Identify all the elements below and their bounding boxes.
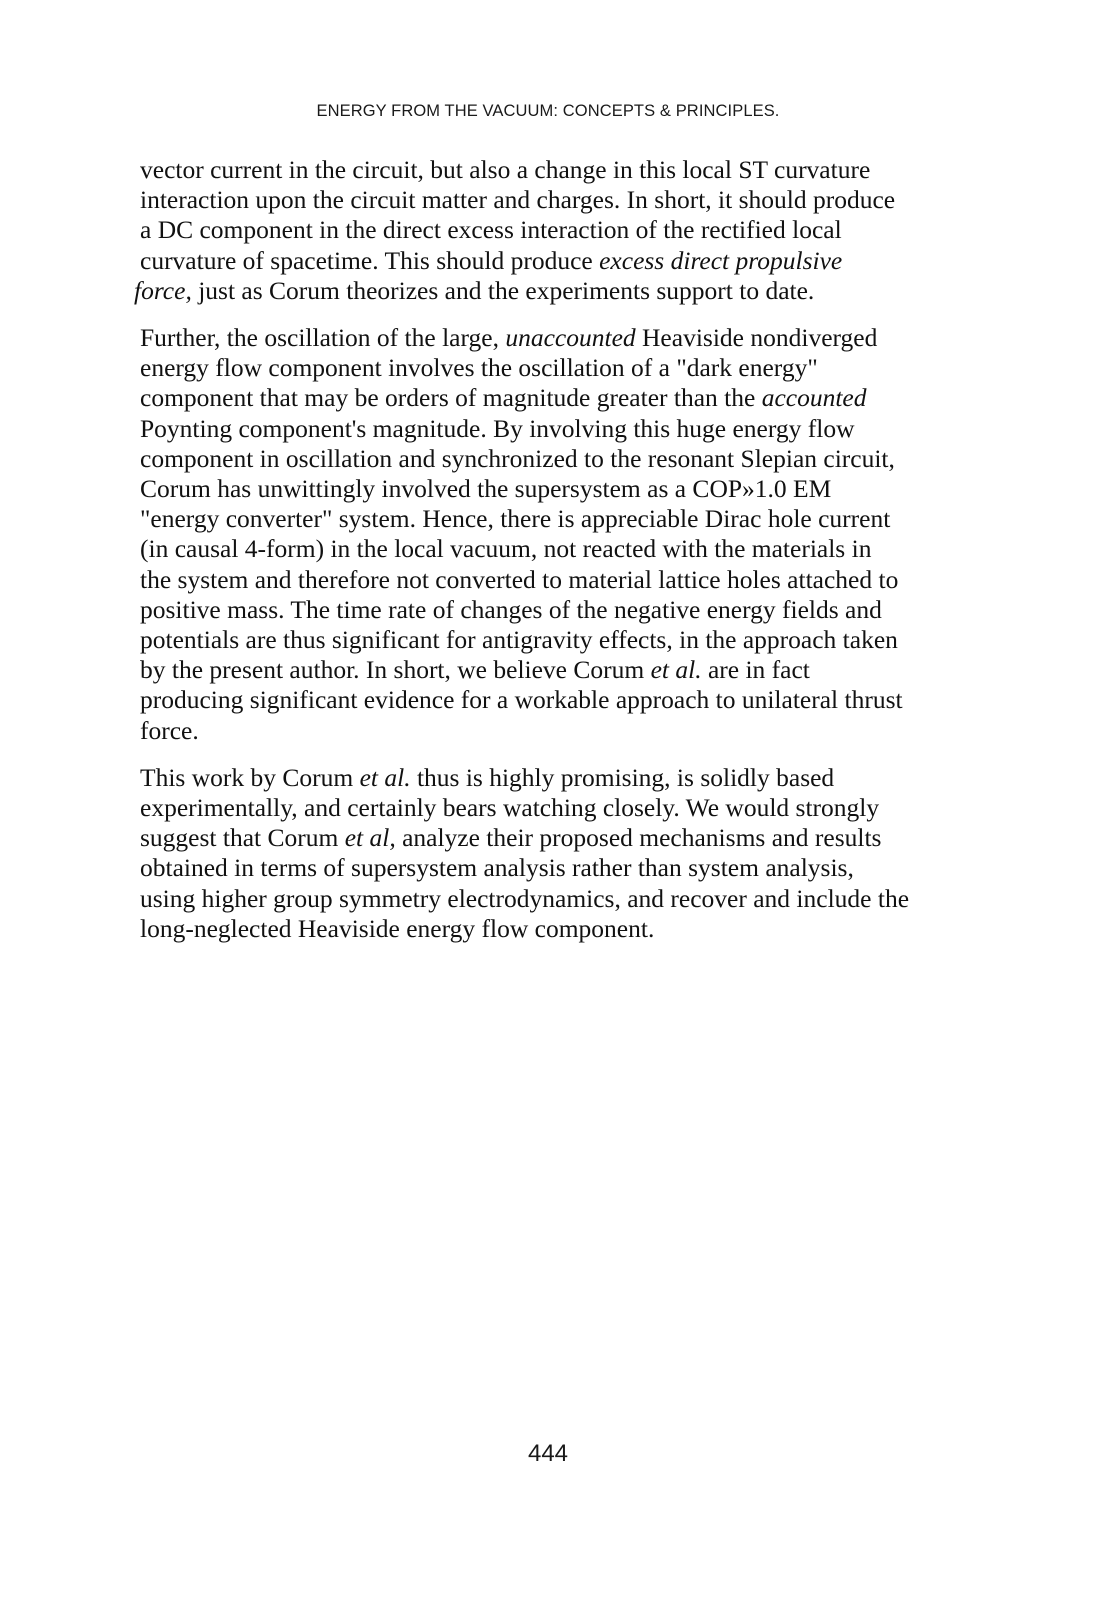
text-line	[140, 565, 970, 595]
text-run: just as Corum theorizes and the experiments support to date.	[191, 275, 815, 305]
text-run: This work by Corum	[140, 762, 360, 792]
text-run: vector current in the circuit, but also a change in this local ST curvature	[140, 155, 871, 184]
italic-run: excess direct propulsive	[599, 245, 843, 275]
text-run: interaction upon the circuit matter and charges. In short, it should produce	[140, 185, 896, 215]
text-run: component that may be orders of magnitude greater than the	[140, 383, 762, 413]
text-run: component in oscillation and synchronized to the resonant Slepian circuit,	[140, 443, 895, 473]
text-line	[140, 353, 970, 383]
text-line	[140, 914, 970, 944]
text-run: suggest that Corum	[140, 823, 345, 853]
text-run: force.	[140, 715, 199, 745]
italic-run: unaccounted	[505, 323, 636, 353]
text-run: thus is highly promising, is solidly based	[410, 762, 835, 792]
text-line	[140, 414, 970, 444]
text-run: are in fact	[701, 655, 810, 685]
text-line	[140, 716, 970, 746]
text-run: using higher group symmetry electrodynamics, and recover and include the	[140, 883, 910, 913]
body-text	[134, 155, 970, 961]
italic-run: et al.	[650, 655, 702, 685]
italic-run: et al.	[359, 762, 411, 792]
text-line	[140, 884, 970, 914]
text-line	[140, 853, 970, 883]
paragraph-1	[134, 155, 970, 306]
text-run: obtained in terms of supersystem analysis rather than system analysis,	[140, 853, 854, 883]
text-line	[140, 474, 970, 504]
text-line	[134, 276, 970, 306]
text-line	[140, 323, 970, 353]
text-run: potentials are thus significant for antigravity effects, in the approach taken	[140, 625, 898, 655]
text-run: analyze their proposed mechanisms and results	[395, 823, 882, 853]
text-line	[140, 444, 970, 474]
paragraph-3	[140, 763, 970, 944]
text-run: producing significant evidence for a workable approach to unilateral thrust	[140, 685, 903, 715]
text-line	[140, 246, 970, 276]
running-header: ENERGY FROM THE VACUUM: CONCEPTS & PRINCIPLES.	[316, 102, 780, 120]
text-line	[140, 155, 970, 185]
text-line	[140, 793, 970, 823]
text-run: the system and therefore not converted to material lattice holes attached to	[140, 564, 899, 594]
text-run: Heaviside nondiverged	[635, 323, 878, 353]
text-run: experimentally, and certainly bears watching closely. We would strongly	[140, 793, 880, 823]
text-run: Further, the oscillation of the large,	[140, 323, 506, 353]
text-line	[140, 823, 970, 853]
text-line	[140, 185, 970, 215]
text-run: positive mass. The time rate of changes of the negative energy fields and	[140, 594, 882, 624]
text-run: (in causal 4-form) in the local vacuum, not reacted with the materials in	[140, 534, 872, 564]
text-run: long-neglected Heaviside energy flow component.	[140, 913, 655, 943]
text-run: a DC component in the direct excess interaction of the rectified local	[140, 215, 842, 245]
italic-run: accounted	[761, 383, 867, 413]
text-line	[140, 763, 970, 793]
text-line	[140, 215, 970, 245]
italic-run: et al,	[344, 823, 396, 853]
text-line	[140, 504, 970, 534]
text-line	[140, 655, 970, 685]
text-run: by the present author. In short, we believe Corum	[140, 655, 651, 685]
text-run: Corum has unwittingly involved the supersystem as a COP»1.0 EM	[140, 474, 832, 504]
text-line	[140, 595, 970, 625]
page-number: 444	[527, 1440, 569, 1467]
text-line	[140, 625, 970, 655]
text-run: energy flow component involves the oscillation of a "dark energy"	[140, 353, 818, 383]
paragraph-2	[140, 323, 970, 746]
text-line	[140, 685, 970, 715]
text-run: "energy converter" system. Hence, there is appreciable Dirac hole current	[140, 504, 891, 534]
text-run: curvature of spacetime. This should produce	[140, 245, 600, 275]
text-line	[140, 534, 970, 564]
italic-run: force,	[134, 275, 192, 305]
text-line	[140, 383, 970, 413]
text-run: Poynting component's magnitude. By involving this huge energy flow	[140, 413, 855, 443]
